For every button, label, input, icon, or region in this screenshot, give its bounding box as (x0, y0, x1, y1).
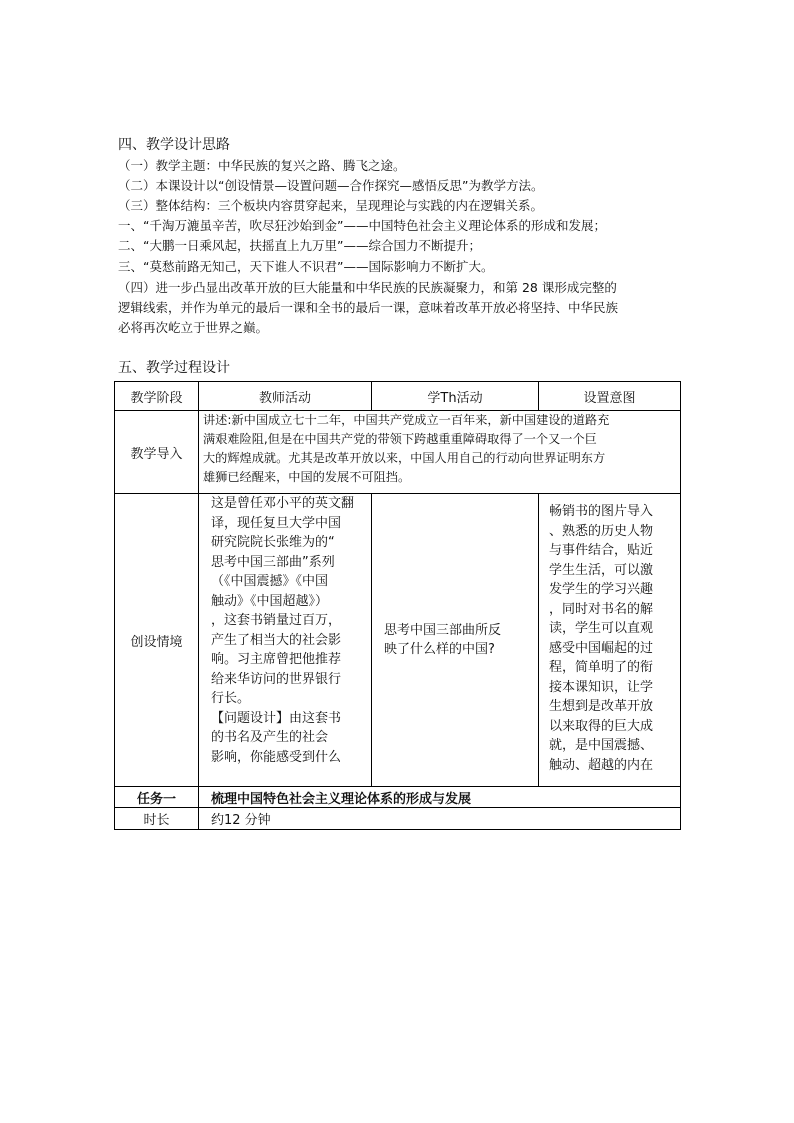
teacher-line-1: 这是曾任邓小平的英文翻 (211, 496, 355, 511)
header-stage: 教学阶段 (115, 382, 199, 411)
scene-stage: 创设情境 (115, 494, 199, 787)
student-line-1: 思考中国三部曲所反 (384, 622, 502, 638)
intent-line-11: 生想到是改革开放 (549, 699, 654, 714)
student-line-2: 映了什么样的中国? (384, 642, 495, 657)
intro-line-2: 满艰难险阻,但是在中国共产党的带领下跨越重重障碍取得了一个又一个巨 (203, 432, 597, 446)
teacher-line-9: 响。习主席曾把他推荐 (211, 652, 342, 667)
table-row-intro (115, 411, 681, 494)
teacher-line-8: 产生了相当大的社会影 (211, 632, 342, 648)
header-student-activity: 学Th活动 (372, 382, 539, 411)
intro-stage: 教学导入 (115, 411, 199, 494)
section4-line-2: （二）本课设计以“创设情景—设置问题—合作探究—感悟反思”为教学方法。 (118, 178, 544, 193)
table-row-scene (115, 494, 681, 787)
scene-teacher-activity (199, 494, 372, 787)
intent-line-9: 程，简单明了的衔 (549, 660, 654, 675)
section4-title: 四、教学设计思路 (118, 137, 230, 153)
intent-line-6: ，同时对书名的解 (549, 601, 654, 617)
intro-line-3: 大的辉煌成就。尤其是改革开放以来，中国人用自己的行动向世界证明东方 (203, 451, 606, 465)
section4-line-1: （一）教学主题：中华民族的复兴之路、腾飞之途。 (118, 158, 406, 173)
table-row-duration (115, 808, 681, 830)
teacher-line-3: 研究院院长张维为的“ (211, 535, 335, 550)
duration-label: 时长 (115, 808, 199, 830)
task1-content: 梳理中国特色社会主义理论体系的形成与发展 (199, 787, 681, 808)
intro-line-1: 讲述:新中国成立七十二年，中国共产党成立一百年来，新中国建设的道路充 (203, 413, 610, 427)
intent-line-5: 发学生的学习兴趣 (549, 582, 654, 597)
intro-line-4: 雄狮已经醒来，中国的发展不可阻挡。 (203, 470, 411, 484)
table-row-task1 (115, 787, 681, 808)
section4-line-3: （三）整体结构：三个板块内容贯穿起来，呈现理论与实践的内在逻辑关系。 (118, 198, 544, 213)
teacher-line-11: 行长。 (211, 691, 251, 706)
intent-line-8: 感受中国崛起的过 (549, 640, 654, 656)
intro-content (199, 411, 681, 494)
teacher-line-14: 影响，你能感受到什么 (211, 749, 342, 765)
duration-content: 约12 分钟 (199, 808, 681, 830)
intent-line-14: 触动、超越的内在 (549, 757, 654, 773)
teacher-line-2: 译，现任复旦大学中国 (211, 515, 342, 531)
intent-line-4: 学生生活，可以激 (549, 562, 654, 578)
teacher-line-13: 的书名及产生的社会 (211, 730, 329, 745)
teacher-line-7: ，这套书销量过百万， (211, 613, 342, 628)
intent-line-13: 就，是中国震撼、 (549, 738, 654, 753)
header-teacher-activity: 教师活动 (199, 382, 372, 411)
intent-line-2: 、熟悉的历史人物 (549, 523, 654, 539)
process-design-table (114, 381, 681, 830)
section4-line-4: 一、“千淘万漉虽辛苦，吹尽狂沙始到金”——中国特色社会主义理论体系的形成和发展； (118, 218, 606, 233)
teacher-line-6: 触动》《中国超越》） (211, 593, 329, 609)
intent-line-3: 与事件结合，贴近 (549, 543, 654, 558)
intent-line-12: 以来取得的巨大成 (549, 718, 654, 734)
section4-line-5: 二、“大鹏一日乘风起，扶摇直上九万里”——综合国力不断提升； (118, 238, 481, 253)
scene-intent (539, 494, 681, 787)
intent-line-7: 读，学生可以直观 (549, 621, 654, 636)
teacher-line-12: 【问题设计】由这套书 (211, 710, 342, 726)
intent-line-10: 接本课知识，让学 (549, 679, 654, 695)
table-header-row (115, 382, 681, 411)
teacher-line-4: 思考中国三部曲”系列 (211, 554, 335, 570)
section4-line-8: 逻辑线索，并作为单元的最后一课和全书的最后一课，意味着改革开放必将坚持、中华民族 (118, 300, 619, 315)
header-intent: 设置意图 (539, 382, 681, 411)
section4-line-9: 必将再次屹立于世界之巅。 (118, 320, 269, 335)
intent-line-1: 畅销书的图片导入 (549, 504, 654, 519)
teacher-line-5: （《中国震撼》《中国 (211, 574, 329, 589)
section5-title: 五、教学过程设计 (118, 360, 230, 376)
section4-line-6: 三、“莫愁前路无知己，天下谁人不识君”——国际影响力不断扩大。 (118, 259, 494, 274)
task1-label: 任务一 (115, 787, 199, 808)
teacher-line-10: 给来华访问的世界银行 (211, 671, 342, 687)
scene-student-activity (372, 494, 539, 787)
section4-line-7: （四）进一步凸显出改革开放的巨大能量和中华民族的民族凝聚力，和第 28 课形成完整的 (118, 280, 617, 295)
